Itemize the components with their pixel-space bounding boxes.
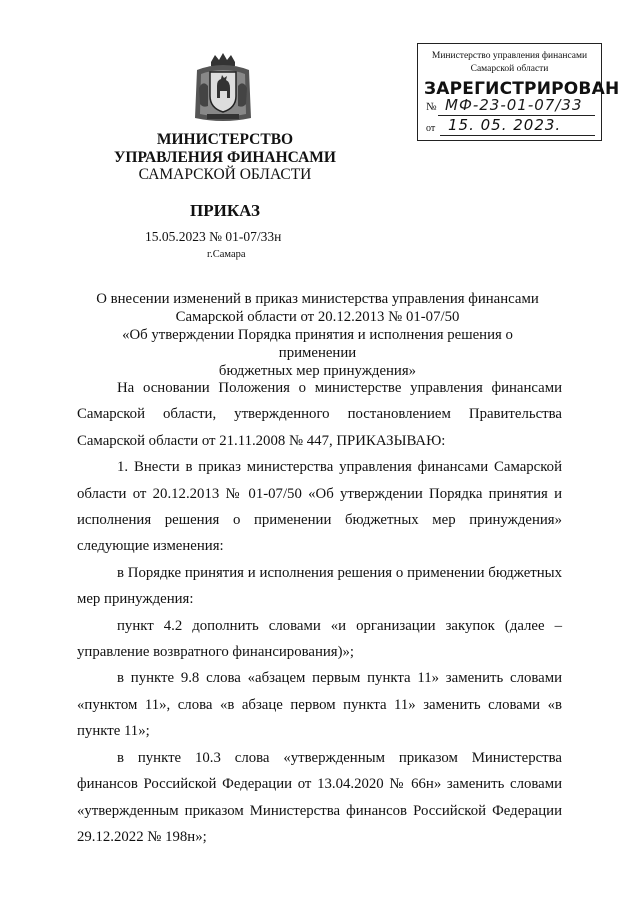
order-body [77,375,562,850]
stamp-org-line2: Самарской области [470,64,549,74]
subject-line2: Самарской области от 20.12.2013 № 01-07/50 [175,309,460,325]
document-type: ПРИКАЗ [190,201,260,220]
body-paragraph: На основании Положения о министерстве управления финансами Самарской области, утвержденного постановлением Правительства Самарской области от 21.11.2008 № 447, ПРИКАЗЫВАЮ: [77,380,562,449]
stamp-number-label: № [426,101,437,113]
stamp-date-value: 15. 05. 2023. [448,116,562,134]
subject-line1: О внесении изменений в приказ министерства управления финансами [96,291,539,307]
subject-line4: бюджетных мер принуждения» [218,363,417,379]
order-city: г.Самара [207,249,246,260]
body-paragraph: пункт 4.2 дополнить словами «и организации закупок (далее – управление возвратного финансирования)»; [77,617,562,661]
body-paragraph: в пункте 10.3 слова «утвержденным приказом Министерства финансов Российской Федерации от 13.04.2020 № 66н» заменить словами «утвержденным приказом Министерства финансов Российской Федерации 29.12.2022 № 198н»; [77,749,562,845]
samara-coat-of-arms-icon [193,52,253,124]
region-name: САМАРСКОЙ ОБЛАСТИ [138,166,312,183]
stamp-date-label: от [426,123,436,134]
stamp-number-value: МФ-23-01-07/33 [445,96,583,114]
stamp-status: ЗАРЕГИСТРИРОВАН [424,79,620,99]
ministry-line2: УПРАВЛЕНИЯ ФИНАНСАМИ [114,149,336,166]
registration-stamp [417,43,620,141]
order-date-number: 15.05.2023 № 01-07/33н [145,229,282,244]
stamp-org-line1: Министерство управления финансами [431,51,588,61]
order-subject [95,290,540,380]
body-paragraph: в пункте 9.8 слова «абзацем первым пункта 11» заменить словами «пунктом 11», слова «в абзаце первом пункта 11» заменить словами «в пункте 11»; [77,670,562,740]
subject-line3: «Об утверждении Порядка принятия и исполнения решения о применении [122,327,513,361]
body-paragraph: в Порядке принятия и исполнения решения о применении бюджетных мер принуждения: [77,564,562,608]
body-paragraph: 1. Внести в приказ министерства управления финансами Самарской области от 20.12.2013 № 01-07/50 «Об утверждении Порядка принятия и исполнения решения о применении бюджетных мер принуждения» следующие изменения: [77,459,562,555]
stamp-date-line [440,135,595,136]
ministry-line1: МИНИСТЕРСТВО [156,131,294,148]
